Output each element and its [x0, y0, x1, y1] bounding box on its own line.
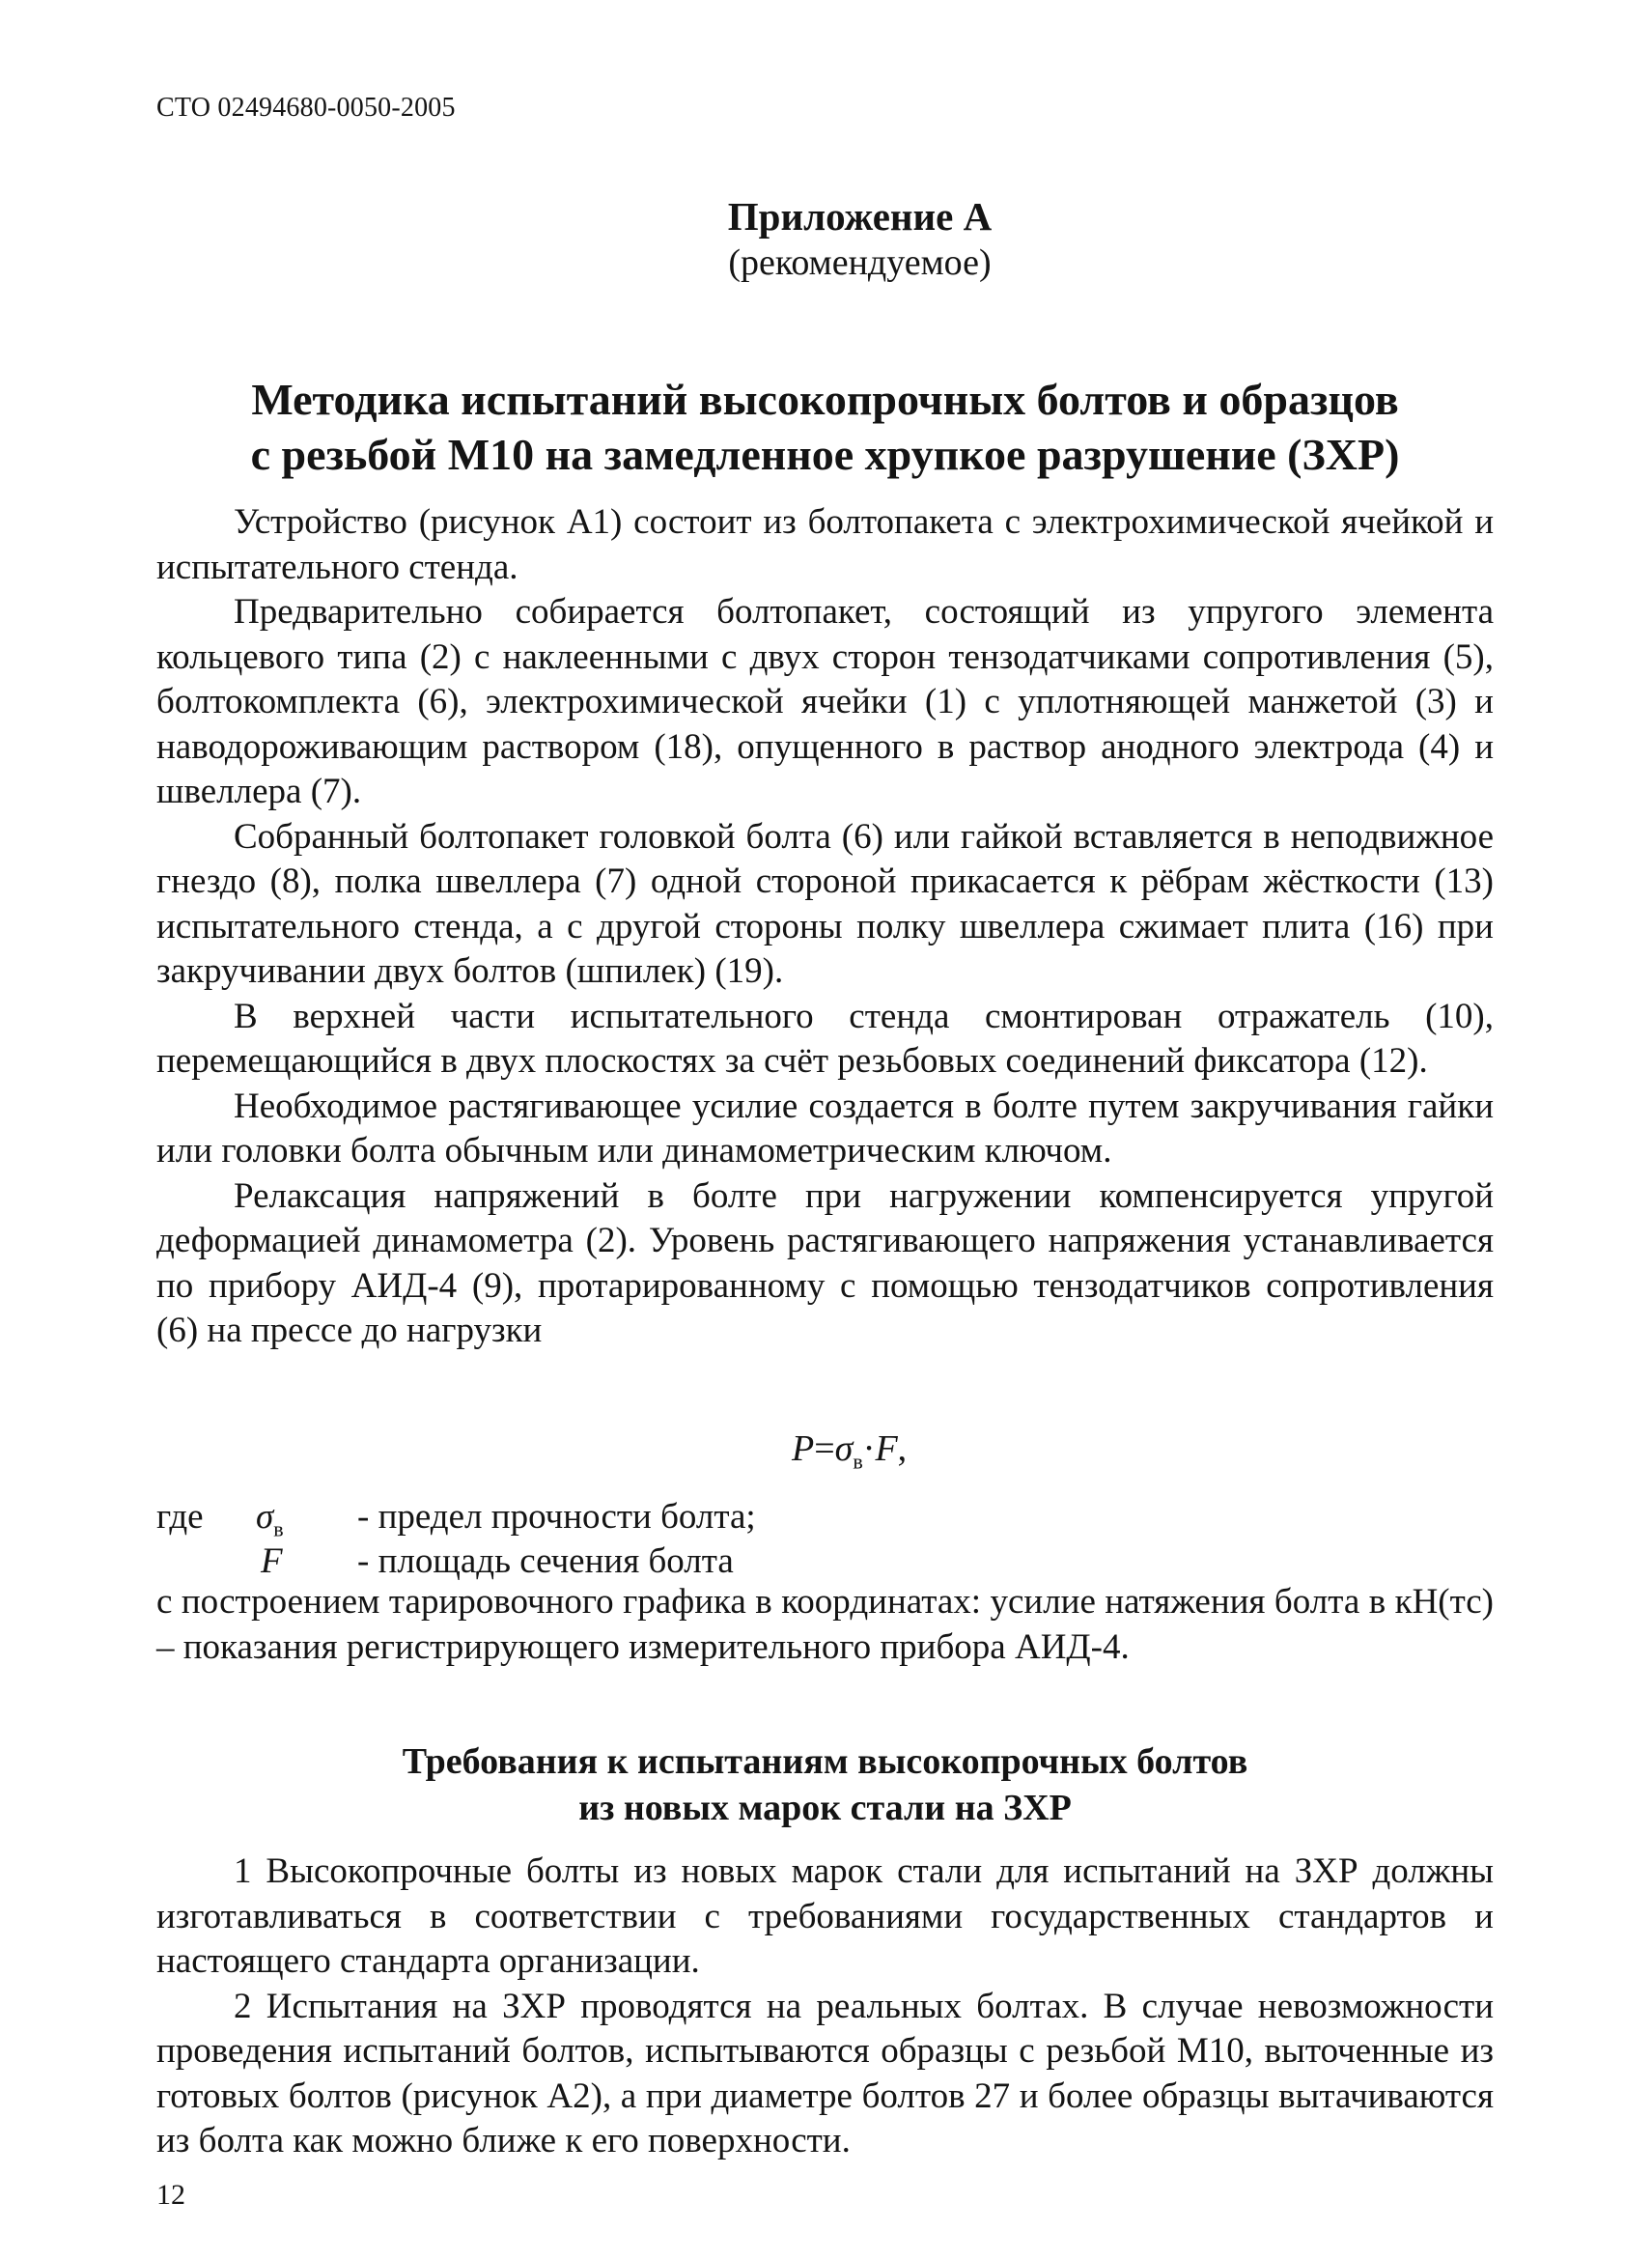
formula-equals: =	[814, 1428, 835, 1469]
formula	[792, 1427, 907, 1475]
definition-symbol: $\sigma_в$	[256, 1497, 284, 1541]
paragraph-device: Устройство (рисунок А1) состоит из болтопакета с электрохимической ячейкой и испытательного стенда.	[156, 502, 1494, 587]
requirement-item: 2 Испытания на ЗХР проводятся на реальных болтах. В случае невозможности проведения испытаний болтов, испытываются образцы с резьбой М10, выточенные из готовых болтов (рисунок А2), а при диаметре болтов 27 и более образцы вытачиваются из болта как можно ближе к его поверхности.	[156, 1986, 1494, 2160]
paragraph-relaxation: Релаксация напряжений в болте при нагружении компенсируется упругой деформацией динамометра (2). Уровень растягивающего напряжения устанавливается по прибору АИД-4 (9), протарированному с помощью тензодатчиков сопротивления (6) на прессе до нагрузки	[156, 1175, 1494, 1350]
calibration-text	[156, 1580, 1494, 1670]
definition-symbol: F	[261, 1541, 283, 1581]
formula-rhs: F	[875, 1428, 898, 1469]
section-title	[156, 1738, 1494, 1831]
formula-sigma: σ	[834, 1428, 854, 1469]
paragraph-reflector: В верхней части испытательного стенда смонтирован отражатель (10), перемещающийся в двух плоскостях за счёт резьбовых соединений фиксатора (12).	[156, 996, 1494, 1081]
paragraph-assembly: Предварительно собирается болтопакет, состоящий из упругого элемента кольцевого типа (2) с наклеенными с двух сторон тензодатчиками сопротивления (5), болтокомплекта (6), электрохимической ячейки (1) с уплотняющей манжетой (3) и наводороживающим раствором (18), опущенного в раствор анодного электрода (4) и швеллера (7).	[156, 592, 1494, 811]
definition-text: - предел прочности болта;	[357, 1497, 756, 1537]
formula-lhs: P	[792, 1428, 815, 1469]
appendix-title: Приложение А	[727, 194, 993, 239]
document-code: СТО 02494680-0050-2005	[156, 93, 456, 123]
page-number: 12	[156, 2179, 185, 2211]
body-text	[156, 500, 1494, 1354]
main-title-line-1: Методика испытаний высокопрочных болтов и образцов	[251, 375, 1399, 424]
paragraph-calibration: с построением тарировочного графика в координатах: усилие натяжения болта в кН(тс) – показания регистрирующего измерительного прибора АИД-4.	[156, 1582, 1494, 1667]
section-title-line-2: из новых марок стали на ЗХР	[578, 1788, 1072, 1828]
appendix-subtitle: (рекомендуемое)	[728, 242, 992, 283]
paragraph-mounting: Собранный болтопакет головкой болта (6) или гайкой вставляется в неподвижное гнездо (8), полка швеллера (7) одной стороной прикасается к рёбрам жёсткости (13) испытательного стенда, а с другой стороны полку швеллера сжимает плита (16) при закручивании двух болтов (шпилек) (19).	[156, 816, 1494, 991]
requirement-item: 1 Высокопрочные болты из новых марок стали для испытаний на ЗХР должны изготавливаться в соответствии с требованиями государственных стандартов и настоящего стандарта организации.	[156, 1851, 1494, 1981]
main-title-line-2: с резьбой М10 на замедленное хрупкое разрушение (ЗХР)	[250, 430, 1400, 479]
main-title	[156, 372, 1494, 482]
formula-dot: ·	[862, 1428, 876, 1469]
formula-comma: ,	[897, 1428, 908, 1469]
definition-text: - площадь сечения болта	[357, 1541, 734, 1581]
paragraph-tension: Необходимое растягивающее усилие создается в болте путем закручивания гайки или головки болта обычным или динамометрическим ключом.	[156, 1086, 1494, 1171]
section-title-line-1: Требования к испытаниям высокопрочных болтов	[402, 1741, 1248, 1782]
where-label: где	[156, 1497, 204, 1537]
requirements-list	[156, 1850, 1494, 2164]
formula-sigma-subscript: в	[853, 1449, 863, 1474]
